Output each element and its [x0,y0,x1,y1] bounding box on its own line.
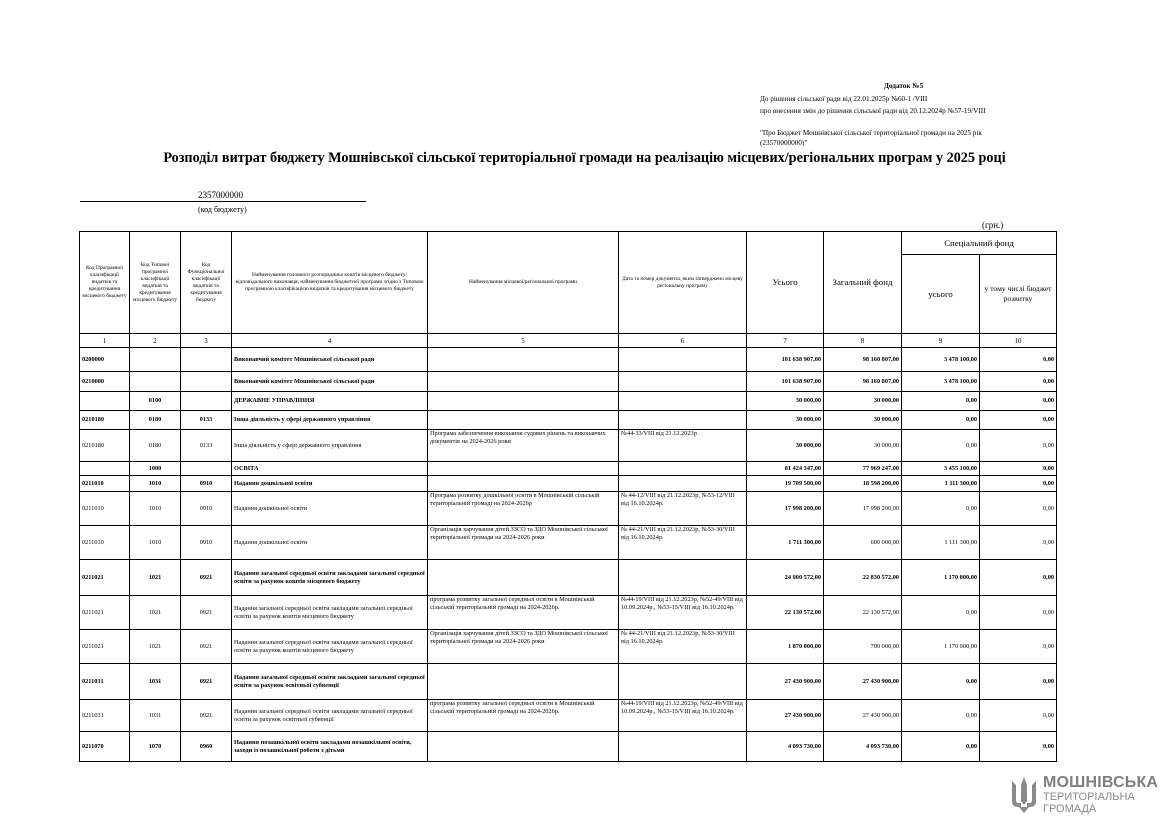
cell-c8: 17 998 200,00 [824,492,902,526]
cell-c10: 0,00 [980,492,1057,526]
cell-c8: 22 830 572,00 [824,560,902,596]
document-title: Розподіл витрат бюджету Мошнівської сільської територіальної громади на реалізацію місцевих/регіональних програм у 2025 році [163,150,1006,166]
cell-c3: 0921 [181,630,232,664]
cell-c5 [428,732,619,762]
cell-c6: №44-19/VIII від 21.12.2023р, №52-49/VIII від 10.09.2024р., №53-15/VIII від 16.10.2024р. [619,596,747,630]
col-number: 6 [619,334,747,348]
cell-c2: 0180 [130,430,181,462]
cell-c4: Надання загальної середньої освіти закладами загальної середньої освіти за рахунок коштів місцевого бюджету [232,596,428,630]
cell-c9: 0,00 [902,596,980,630]
cell-c5: Програма забезпечення виконання судових рішень та виконавчих документів на 2024-2026 роки [428,430,619,462]
cell-c9: 0,00 [902,430,980,462]
header-general-fund: Загальний фонд [824,232,902,334]
cell-c4: ДЕРЖАВНЕ УПРАВЛІННЯ [232,392,428,411]
trident-icon [1008,775,1040,815]
table-row [80,526,1057,560]
cell-c6: №44-33/VIII від 21.12.2023р [619,430,747,462]
cell-c1: 0211021 [80,560,130,596]
cell-c5: Організація харчування дітей ЗЗСО та ЗДО Мошнівської сільської територіальної громади на 2024-2026 роки [428,630,619,664]
cell-c3 [181,462,232,476]
cell-c6 [619,411,747,430]
col-number: 10 [980,334,1057,348]
cell-c3: 0921 [181,664,232,700]
budget-code: 2357000000 [198,190,243,200]
header-document: Дата та номер документа, яким затверджено місцеву регіональну програму [619,232,747,334]
cell-c5 [428,462,619,476]
cell-c1: 0211021 [80,630,130,664]
cell-c7: 30 000,00 [747,430,824,462]
cell-c1: 0211031 [80,700,130,732]
cell-c7: 1 711 300,00 [747,526,824,560]
cell-c6 [619,560,747,596]
cell-c1: 0211021 [80,596,130,630]
cell-c3: 0133 [181,430,232,462]
cell-c6 [619,732,747,762]
table-row [80,732,1057,762]
cell-c3: 0910 [181,492,232,526]
table-body [80,232,1057,762]
cell-c3: 0921 [181,596,232,630]
cell-c4: Інша діяльність у сфері державного управління [232,411,428,430]
currency-note: (грн.) [982,220,1004,230]
cell-c1: 0211010 [80,492,130,526]
cell-c5 [428,664,619,700]
cell-c7: 19 709 500,00 [747,476,824,492]
cell-c10: 0,00 [980,560,1057,596]
cell-c9: 0,00 [902,732,980,762]
cell-c7: 1 870 000,00 [747,630,824,664]
table-row [80,492,1057,526]
cell-c4: Надання позашкільної освіти закладами позашкільної освіти, заходи із позашкільної роботи з дітьми [232,732,428,762]
cell-c5: програма розвитку загальної середньої освіти в Мошнівській сільській територіальній громаді на 2024-2026р. [428,596,619,630]
header-row-1 [80,232,1057,255]
cell-c8: 98 160 807,00 [824,372,902,392]
cell-c2: 1021 [130,560,181,596]
cell-c4: Надання загальної середньої освіти закладами загальної середньої освіти за рахунок коштів місцевого бюджету [232,630,428,664]
cell-c6: №44-19/VIII від 21.12.2023р, №52-49/VIII від 10.09.2024р., №53-15/VIII від 16.10.2024р. [619,700,747,732]
annex-line-2: про внесення змін до рішення сільської ради від 20.12.2024р №57-19/VIII [760,107,986,115]
cell-c10: 0,00 [980,462,1057,476]
cell-c10: 0,00 [980,596,1057,630]
cell-c8: 22 130 572,00 [824,596,902,630]
cell-c8: 4 093 730,00 [824,732,902,762]
table-row [80,430,1057,462]
table-row [80,372,1057,392]
cell-c7: 4 093 730,00 [747,732,824,762]
col-number: 5 [428,334,619,348]
cell-c7: 101 638 907,00 [747,348,824,372]
cell-c8: 98 160 807,00 [824,348,902,372]
cell-c1: 0210000 [80,372,130,392]
cell-c8: 30 000,00 [824,411,902,430]
table-row [80,560,1057,596]
cell-c4: ОСВІТА [232,462,428,476]
cell-c7: 30 000,00 [747,392,824,411]
cell-c9: 1 170 000,00 [902,630,980,664]
cell-c9: 3 478 100,00 [902,372,980,392]
col-number: 1 [80,334,130,348]
cell-c3: 0960 [181,732,232,762]
cell-c5: програма розвитку загальної середньої освіти в Мошнівській сільській територіальній громаді на 2024-2026р. [428,700,619,732]
cell-c8: 30 000,00 [824,392,902,411]
table-row [80,348,1057,372]
watermark-name: МОШНІВСЬКА [1043,774,1159,791]
cell-c4: Інша діяльність у сфері державного управління [232,430,428,462]
annex-title: Додаток №5 [884,82,924,90]
table-row [80,462,1057,476]
header-typical-code: Код Типової програмної класифікації видатків та кредитування місцевого бюджету [130,232,181,334]
annex-line-1: До рішення сільської ради від 22.01.2025р №60-1 /VIII [760,94,928,103]
cell-c10: 0,00 [980,732,1057,762]
cell-c6 [619,476,747,492]
col-number: 4 [232,334,428,348]
cell-c1: 0211031 [80,664,130,700]
cell-c10: 0,00 [980,348,1057,372]
cell-c6: № 44-21/VIII від 21.12.2023р, №53-30/VIII від 16.10.2024р. [619,630,747,664]
cell-c2: 1031 [130,664,181,700]
cell-c10: 0,00 [980,372,1057,392]
cell-c2: 0180 [130,411,181,430]
cell-c4: Виконавчий комітет Мошнівської сільської ради [232,372,428,392]
cell-c9: 3 455 100,00 [902,462,980,476]
cell-c4: Надання загальної середньої освіти закладами загальної середньої освіти за рахунок коштів місцевого бюджету [232,560,428,596]
cell-c5 [428,411,619,430]
cell-c3: 0133 [181,411,232,430]
cell-c6 [619,392,747,411]
cell-c2 [130,372,181,392]
col-number: 7 [747,334,824,348]
cell-c8: 27 430 900,00 [824,700,902,732]
budget-code-label: (код бюджету) [198,205,247,214]
cell-c1: 0211010 [80,526,130,560]
cell-c2: 1010 [130,476,181,492]
cell-c4: Надання загальної середньої освіти закладами загальної середньої освіти за рахунок освітньої субвенції [232,700,428,732]
cell-c4: Надання дошкільної освіти [232,526,428,560]
cell-c3 [181,372,232,392]
cell-c2 [130,348,181,372]
col-number: 8 [824,334,902,348]
table-row [80,700,1057,732]
cell-c6: № 44-12/VIII від 21.12.2023р, №53-12/VIII від 16.10.2024р. [619,492,747,526]
cell-c8: 30 000,00 [824,430,902,462]
cell-c6 [619,664,747,700]
cell-c3: 0910 [181,476,232,492]
cell-c1: 0211070 [80,732,130,762]
annex-line-4: (23570000000)" [760,139,808,147]
cell-c10: 0,00 [980,476,1057,492]
cell-c9: 0,00 [902,411,980,430]
table-row [80,411,1057,430]
cell-c4: Виконавчий комітет Мошнівської сільської ради [232,348,428,372]
cell-c8: 600 000,00 [824,526,902,560]
cell-c10: 0,00 [980,430,1057,462]
cell-c4: Надання дошкільної освіти [232,492,428,526]
cell-c10: 0,00 [980,526,1057,560]
cell-c7: 101 638 907,00 [747,372,824,392]
cell-c5 [428,392,619,411]
cell-c1: 0211010 [80,476,130,492]
header-manager-name: Найменування головного розпорядника коштів місцевого бюджету/ відповідального виконавця, найменування бюджетної програми згідно з Типовою програмною класифікацією видатків та кредитування місцевого бюджету [232,232,428,334]
cell-c4: Надання загальної середньої освіти закладами загальної середньої освіти за рахунок освітньої субвенції [232,664,428,700]
cell-c9: 1 170 000,00 [902,560,980,596]
col-number: 3 [181,334,232,348]
budget-code-underline [80,201,366,202]
cell-c9: 0,00 [902,392,980,411]
header-development-budget: у тому числі бюджет розвитку [980,255,1057,334]
cell-c8: 18 598 200,00 [824,476,902,492]
cell-c2: 1021 [130,596,181,630]
cell-c7: 27 430 900,00 [747,664,824,700]
cell-c10: 0,00 [980,664,1057,700]
cell-c1: 0210180 [80,430,130,462]
cell-c9: 0,00 [902,492,980,526]
cell-c1 [80,392,130,411]
table-row [80,476,1057,492]
cell-c7: 81 424 347,00 [747,462,824,476]
cell-c2: 0100 [130,392,181,411]
header-special-fund: Спеціальний фонд [902,232,1057,255]
cell-c3 [181,392,232,411]
cell-c7: 22 130 572,00 [747,596,824,630]
cell-c2: 1021 [130,630,181,664]
cell-c2: 1000 [130,462,181,476]
cell-c6 [619,348,747,372]
cell-c6: № 44-21/VIII від 21.12.2023р, №53-30/VIII від 16.10.2024р. [619,526,747,560]
cell-c10: 0,00 [980,411,1057,430]
cell-c10: 0,00 [980,392,1057,411]
cell-c6 [619,462,747,476]
cell-c9: 1 111 300,00 [902,526,980,560]
col-number: 9 [902,334,980,348]
cell-c2: 1010 [130,526,181,560]
cell-c2: 1070 [130,732,181,762]
cell-c1: 0210180 [80,411,130,430]
cell-c4: Надання дошкільної освіти [232,476,428,492]
annex-block [760,80,1060,148]
table-row [80,630,1057,664]
cell-c3: 0921 [181,700,232,732]
header-program-code: Код Програмної класифікації видатків та кредитування місцевого бюджету [80,232,130,334]
cell-c5 [428,560,619,596]
cell-c9: 0,00 [902,664,980,700]
cell-c3 [181,348,232,372]
annex-line-3: "Про Бюджет Мошнівської сільської територіальної громади на 2025 рік [760,128,982,137]
cell-c6 [619,372,747,392]
header-special-total: усього [902,255,980,334]
table-row [80,596,1057,630]
cell-c1: 0200000 [80,348,130,372]
cell-c8: 27 430 900,00 [824,664,902,700]
cell-c7: 30 000,00 [747,411,824,430]
cell-c8: 77 969 247,00 [824,462,902,476]
table-row [80,392,1057,411]
cell-c2: 1010 [130,492,181,526]
cell-c1 [80,462,130,476]
cell-c7: 17 998 200,00 [747,492,824,526]
watermark-line-2: ТЕРИТОРІАЛЬНА [1043,791,1135,803]
cell-c9: 1 111 300,00 [902,476,980,492]
cell-c9: 3 478 100,00 [902,348,980,372]
cell-c3: 0921 [181,560,232,596]
cell-c10: 0,00 [980,700,1057,732]
cell-c3: 0910 [181,526,232,560]
cell-c10: 0,00 [980,630,1057,664]
table-row [80,664,1057,700]
cell-c2: 1031 [130,700,181,732]
watermark-line-3: ГРОМАДА [1043,803,1097,815]
cell-c5 [428,348,619,372]
column-numbers-row [80,334,1057,348]
cell-c9: 0,00 [902,700,980,732]
cell-c8: 700 000,00 [824,630,902,664]
cell-c5 [428,372,619,392]
cell-c5: Програма розвитку дошкільної освіти в Мошнівській сільській територіальній громаді на 2024-2026р [428,492,619,526]
budget-table [79,231,1057,762]
header-program-name: Найменування місцевої/регіональної програми [428,232,619,334]
cell-c5 [428,476,619,492]
col-number: 2 [130,334,181,348]
cell-c7: 27 430 900,00 [747,700,824,732]
header-total: Усього [747,232,824,334]
cell-c7: 24 000 572,00 [747,560,824,596]
header-functional-code: Код Функціональної класифікації видатків та кредитування бюджету [181,232,232,334]
cell-c5: Організація харчування дітей ЗЗСО та ЗДО Мошнівської сільської територіальної громади на 2024-2026 роки [428,526,619,560]
